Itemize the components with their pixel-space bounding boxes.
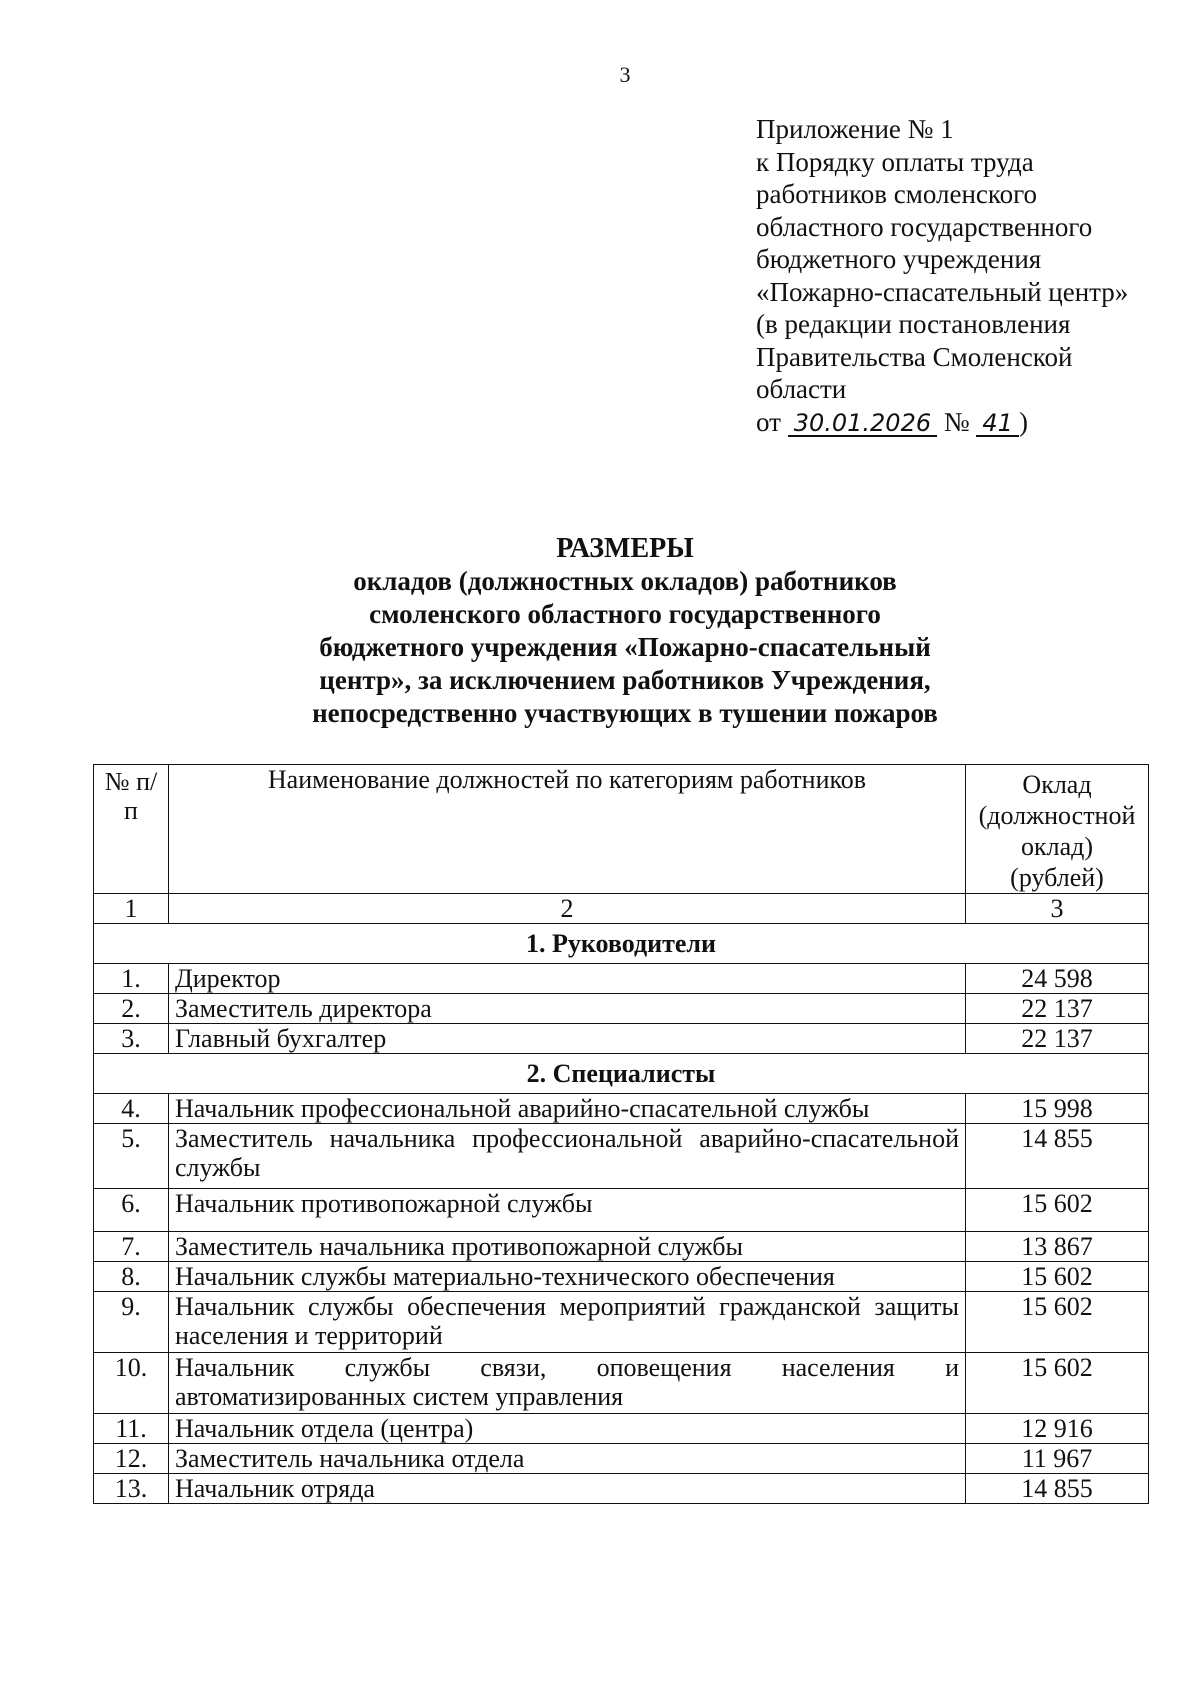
table-row (94, 964, 1149, 994)
col-number: 3 (966, 894, 1149, 924)
salary-value: 22 137 (966, 994, 1149, 1024)
col-number: 2 (169, 894, 966, 924)
number-sign: № (943, 406, 970, 437)
table-row (94, 1094, 1149, 1124)
row-number: 13. (94, 1474, 169, 1504)
table-row (94, 1292, 1149, 1353)
row-number: 4. (94, 1094, 169, 1124)
position-name: Начальник службы материально-технического обеспечения (169, 1262, 966, 1292)
table-row (94, 1124, 1149, 1189)
table-row (94, 994, 1149, 1024)
row-number: 6. (94, 1189, 169, 1232)
row-number: 9. (94, 1292, 169, 1353)
row-number: 2. (94, 994, 169, 1024)
row-number: 3. (94, 1024, 169, 1054)
position-name: Начальник службы связи, оповещения населения и автоматизированных систем управления (169, 1353, 966, 1414)
title-main: РАЗМЕРЫ (556, 533, 694, 564)
table-row (94, 1024, 1149, 1054)
position-name: Начальник противопожарной службы (169, 1189, 966, 1232)
appendix-line: к Порядку оплаты труда (756, 146, 1034, 177)
row-number: 1. (94, 964, 169, 994)
appendix-line: областного государственного (756, 211, 1093, 242)
title-line: бюджетного учреждения «Пожарно-спасательный (319, 632, 931, 662)
section-title: 2. Специалисты (94, 1054, 1149, 1094)
salary-value: 15 602 (966, 1262, 1149, 1292)
document-title (0, 532, 1200, 730)
appendix-line: Приложение № 1 (756, 114, 954, 144)
date-prefix: от (756, 406, 781, 437)
position-name: Заместитель начальника отдела (169, 1444, 966, 1474)
table-row (94, 1474, 1149, 1504)
title-line: непосредственно участвующих в тушении пожаров (312, 698, 938, 728)
salary-value: 15 602 (966, 1292, 1149, 1353)
appendix-line: (в редакции постановления (756, 309, 1071, 339)
salary-value: 24 598 (966, 964, 1149, 994)
col-number: 1 (94, 894, 169, 924)
appendix-line: работников смоленского (756, 179, 1038, 209)
position-name: Начальник отдела (центра) (169, 1414, 966, 1444)
salary-value: 14 855 (966, 1124, 1149, 1189)
salary-value: 11 967 (966, 1444, 1149, 1474)
salary-value: 22 137 (966, 1024, 1149, 1054)
table-row (94, 1262, 1149, 1292)
position-name: Начальник отряда (169, 1474, 966, 1504)
section-row (94, 924, 1149, 964)
position-name: Заместитель начальника профессиональной аварийно-спасательной службы (169, 1124, 966, 1189)
appendix-block (756, 113, 1176, 438)
table-header-row (94, 765, 1149, 894)
position-name: Директор (169, 964, 966, 994)
table-row (94, 1189, 1149, 1232)
salary-value: 15 998 (966, 1094, 1149, 1124)
appendix-line: Правительства Смоленской (756, 341, 1073, 372)
position-name: Начальник службы обеспечения мероприятий гражданской защиты населения и территорий (169, 1292, 966, 1353)
salary-value: 14 855 (966, 1474, 1149, 1504)
salary-value: 15 602 (966, 1353, 1149, 1414)
table-row (94, 1232, 1149, 1262)
handwritten-date: 30.01.2026 (788, 411, 937, 437)
position-name: Заместитель директора (169, 994, 966, 1024)
handwritten-number: 41 (976, 411, 1019, 437)
salary-table (93, 764, 1149, 1504)
position-name: Главный бухгалтер (169, 1024, 966, 1054)
section-row (94, 1054, 1149, 1094)
position-name: Начальник профессиональной аварийно-спасательной службы (169, 1094, 966, 1124)
salary-value: 13 867 (966, 1232, 1149, 1262)
row-number: 7. (94, 1232, 169, 1262)
row-number: 11. (94, 1414, 169, 1444)
title-line: смоленского областного государственного (369, 599, 881, 629)
salary-value: 12 916 (966, 1414, 1149, 1444)
page-number: 3 (619, 62, 631, 87)
appendix-line: области (756, 374, 847, 404)
header-name: Наименование должностей по категориям работников (169, 765, 966, 894)
appendix-date-line (756, 406, 1176, 439)
table-row (94, 1414, 1149, 1444)
appendix-line: бюджетного учреждения (756, 244, 1042, 274)
close-paren: ) (1018, 406, 1028, 437)
row-number: 5. (94, 1124, 169, 1189)
row-number: 12. (94, 1444, 169, 1474)
section-title: 1. Руководители (94, 924, 1149, 964)
header-num: № п/п (94, 765, 169, 894)
row-number: 8. (94, 1262, 169, 1292)
title-line: центр», за исключением работников Учреждения, (319, 665, 931, 695)
table-row (94, 1353, 1149, 1414)
column-numbers-row (94, 894, 1149, 924)
row-number: 10. (94, 1353, 169, 1414)
salary-value: 15 602 (966, 1189, 1149, 1232)
position-name: Заместитель начальника противопожарной службы (169, 1232, 966, 1262)
appendix-line: «Пожарно-спасательный центр» (756, 276, 1129, 307)
title-line: окладов (должностных окладов) работников (353, 566, 897, 596)
table-row (94, 1444, 1149, 1474)
header-salary: Оклад (должностной оклад) (рублей) (966, 765, 1149, 894)
